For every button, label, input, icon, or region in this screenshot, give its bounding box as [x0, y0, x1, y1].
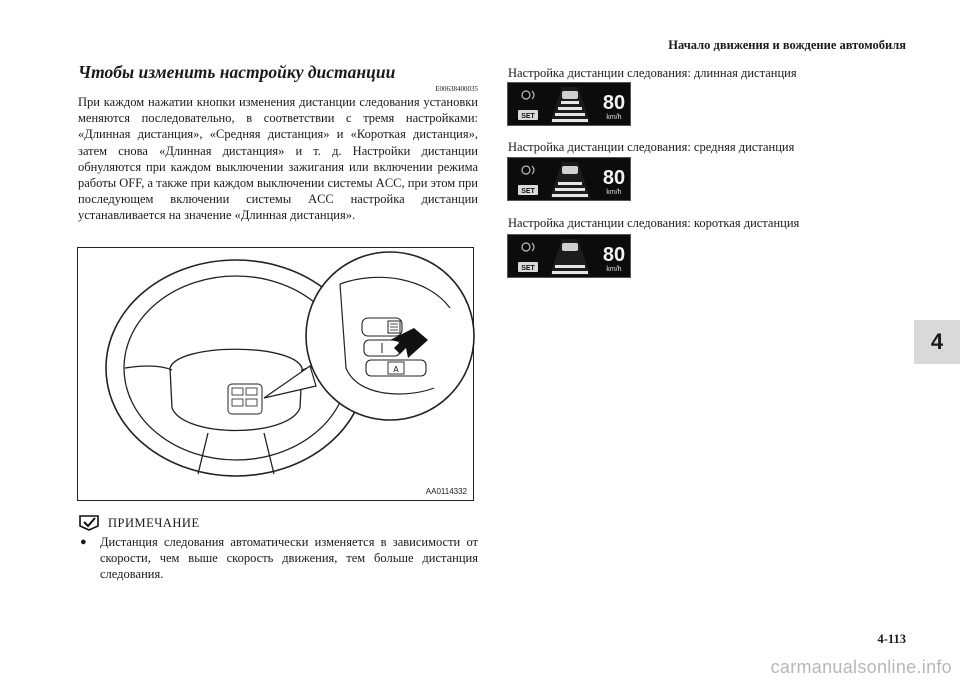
- acc-display-graphic: [518, 87, 625, 123]
- distance-bar: [555, 188, 585, 191]
- speed-value: 80: [602, 244, 626, 266]
- distance-bar: [558, 107, 582, 110]
- lead-car-icon: [562, 166, 578, 174]
- steering-wheel-illustration: [78, 248, 475, 502]
- display-panel-short: [507, 234, 631, 278]
- distance-bar: [558, 182, 582, 185]
- speed-value: 80: [602, 92, 626, 114]
- acc-display-graphic: [518, 239, 625, 275]
- acc-display-short: [508, 235, 632, 279]
- distance-bar: [555, 113, 585, 116]
- note-heading: [78, 514, 200, 532]
- display-panel-long: [507, 82, 631, 126]
- acc-display-long: [508, 83, 632, 127]
- acc-display-medium: [508, 158, 632, 202]
- page-number: 4-113: [877, 632, 906, 646]
- speed-unit: km/h: [606, 114, 622, 121]
- display-caption-long: Настройка дистанции следования: длинная дистанция: [508, 66, 797, 80]
- document-code: E00638400035: [435, 85, 478, 93]
- note-heading-label: ПРИМЕЧАНИЕ: [108, 515, 200, 530]
- section-header: Начало движения и вождение автомобиля: [668, 38, 906, 52]
- distance-bar: [552, 271, 588, 274]
- footer-watermark: carmanualsonline.info: [770, 657, 952, 677]
- figure-code: AA0114332: [425, 487, 467, 496]
- steering-wheel-figure: [77, 247, 474, 501]
- display-caption-medium: Настройка дистанции следования: средняя дистанция: [508, 140, 795, 154]
- lead-car-icon: [562, 243, 578, 251]
- set-label: SET: [521, 188, 535, 195]
- note-text: Дистанция следования автоматически изменяется в зависимости от скорости, чем выше скорость движения, тем больше дистанция следования.: [100, 535, 478, 581]
- chapter-tab: 4: [914, 320, 960, 364]
- note-body: [78, 534, 478, 582]
- lead-car-icon: [562, 91, 578, 99]
- distance-bar: [555, 265, 585, 268]
- speed-unit: km/h: [606, 266, 622, 273]
- svg-text:A: A: [393, 365, 399, 374]
- acc-wave-icon: [532, 91, 534, 99]
- section-title: Чтобы изменить настройку дистанции: [78, 62, 396, 82]
- distance-bar: [552, 119, 588, 122]
- display-panel-medium: [507, 157, 631, 201]
- acc-car-icon: [522, 91, 530, 99]
- set-label: SET: [521, 265, 535, 272]
- set-label: SET: [521, 113, 535, 120]
- acc-display-graphic: [518, 162, 625, 198]
- distance-bar: [552, 194, 588, 197]
- acc-wave-icon: [532, 166, 534, 174]
- acc-car-icon: [522, 166, 530, 174]
- note-bullet: ●: [80, 536, 87, 548]
- acc-car-icon: [522, 243, 530, 251]
- speed-unit: km/h: [606, 189, 622, 196]
- speed-value: 80: [602, 167, 626, 189]
- distance-bar: [561, 101, 579, 104]
- note-icon: [78, 514, 100, 532]
- acc-wave-icon: [532, 243, 534, 251]
- display-caption-short: Настройка дистанции следования: короткая дистанция: [508, 216, 800, 230]
- body-paragraph: При каждом нажатии кнопки изменения дистанции следования установки меняются последовательно, в соответствии с тремя настройками: «Длинная дистанция», «Средняя дистанция» и «Короткая дистанция», затем снова «Длинная дистанция» и т. д. Настройки дистанции обнуляются при каждом выключении зажигания или включении режима работы OFF, а также при каждом выключении системы ACC, при этом при последующем включении системы ACC настройка дистанции устанавливается на значение «Длинная дистанция».: [78, 95, 478, 223]
